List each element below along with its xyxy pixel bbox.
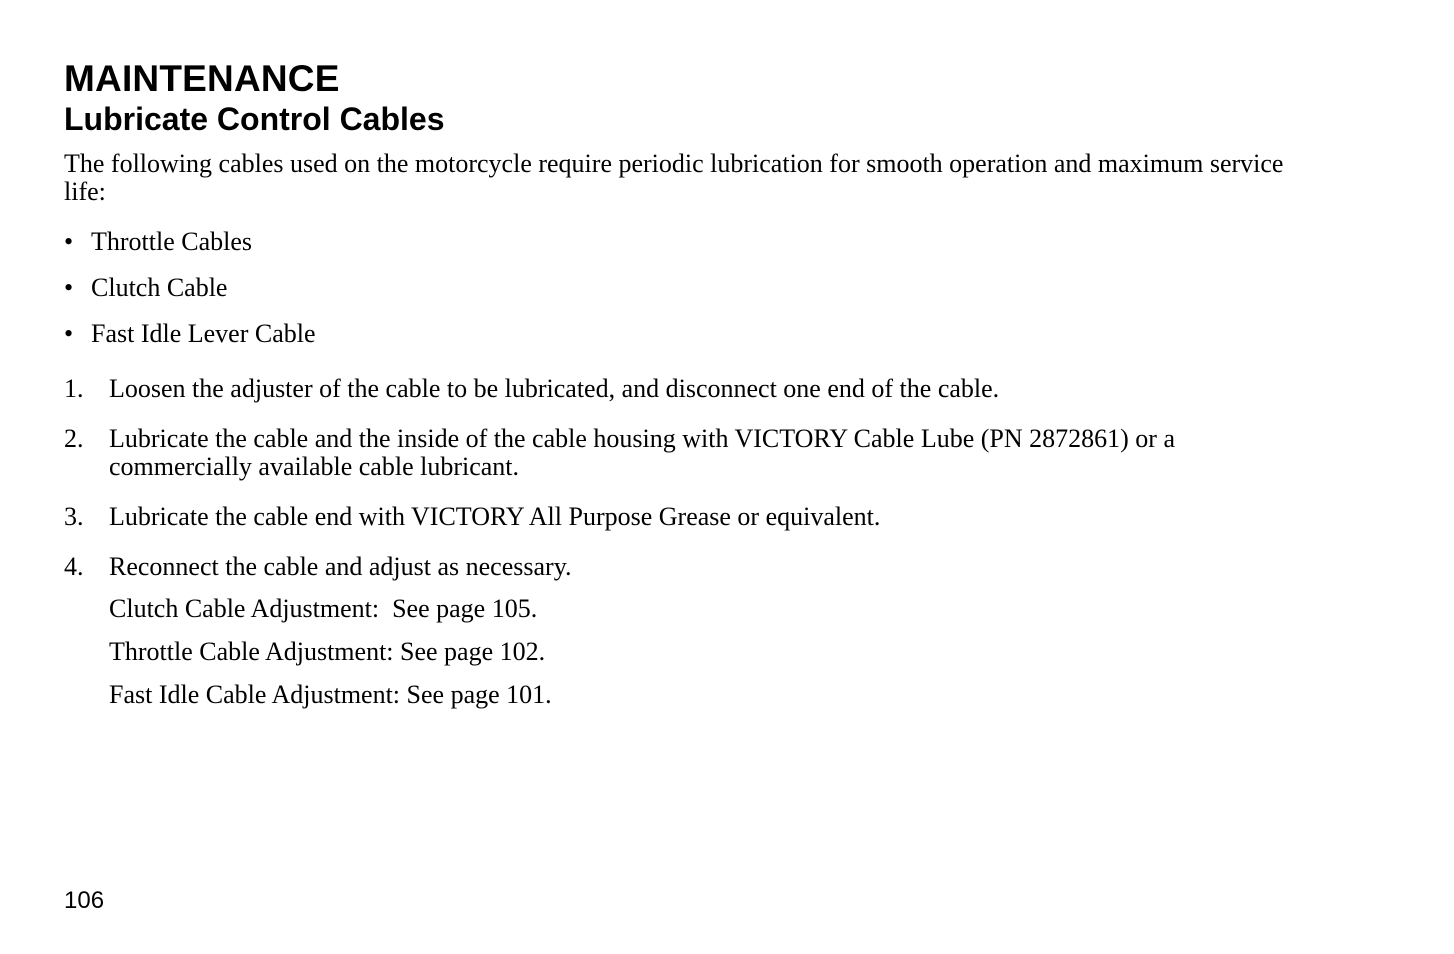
step-number: 4. — [64, 552, 84, 581]
step-number: 2. — [64, 424, 84, 453]
manual-page — [64, 0, 1394, 954]
step-number: 3. — [64, 502, 84, 531]
intro-paragraph: The following cables used on the motorcycle require periodic lubrication for smooth operation and maximum service life: — [64, 149, 1284, 206]
list-item-text: Throttle Cables — [91, 227, 253, 256]
adjustment-references — [109, 595, 1324, 709]
step-item — [64, 425, 1324, 481]
page-number: 106 — [64, 887, 105, 914]
bullet-icon: • — [64, 227, 74, 256]
bullet-icon: • — [64, 273, 74, 302]
procedure-steps — [64, 375, 1324, 724]
subsection-title: Lubricate Control Cables — [64, 101, 445, 137]
section-title: MAINTENANCE — [64, 58, 340, 99]
bullet-icon: • — [64, 319, 74, 348]
step-item — [64, 375, 1324, 403]
step-text: Lubricate the cable end with VICTORY All Purpose Grease or equivalent. — [109, 502, 881, 531]
step-number: 1. — [64, 374, 84, 403]
clutch-adjustment-reference: Clutch Cable Adjustment: See page 105. — [109, 594, 538, 623]
fast-idle-adjustment-reference: Fast Idle Cable Adjustment: See page 101. — [109, 680, 552, 709]
step-item — [64, 553, 1324, 709]
list-item-text: Fast Idle Lever Cable — [91, 319, 316, 348]
list-item-text: Clutch Cable — [91, 273, 228, 302]
step-text: Lubricate the cable and the inside of the cable housing with VICTORY Cable Lube (PN 2872861) or a commercially available cable lubricant. — [109, 424, 1175, 481]
throttle-adjustment-reference: Throttle Cable Adjustment: See page 102. — [109, 637, 546, 666]
step-text: Reconnect the cable and adjust as necessary. — [109, 552, 572, 581]
step-text: Loosen the adjuster of the cable to be lubricated, and disconnect one end of the cable. — [109, 374, 1000, 403]
step-item — [64, 503, 1324, 531]
